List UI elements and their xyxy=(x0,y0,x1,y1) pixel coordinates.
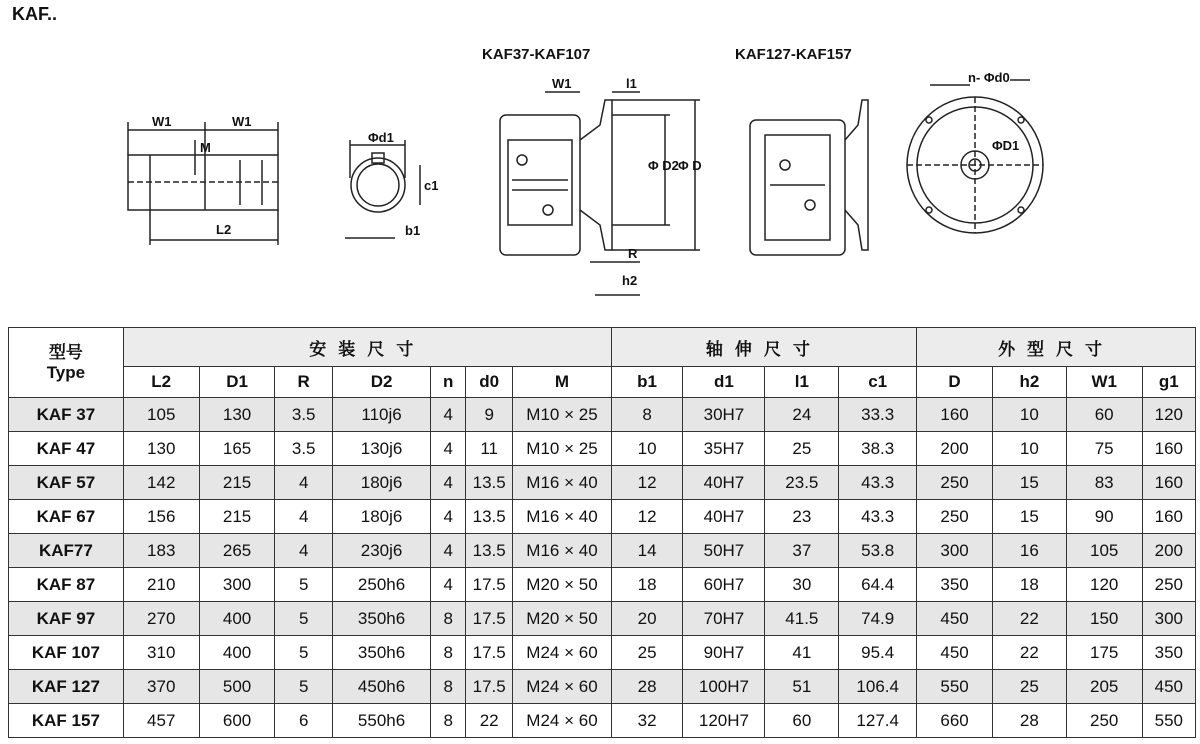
column-header: b1 xyxy=(611,367,683,398)
type-cell: KAF 87 xyxy=(9,568,124,602)
gearbox-large-view xyxy=(750,100,868,255)
value-cell: 13.5 xyxy=(466,500,513,534)
value-cell: 17.5 xyxy=(466,636,513,670)
dim-w1-b: W1 xyxy=(232,114,252,129)
column-header: D xyxy=(917,367,993,398)
column-header: D2 xyxy=(332,367,430,398)
value-cell: M24 × 60 xyxy=(513,636,611,670)
value-cell: 90 xyxy=(1066,500,1142,534)
value-cell: 120H7 xyxy=(683,704,765,738)
value-cell: 90H7 xyxy=(683,636,765,670)
value-cell: 10 xyxy=(611,432,683,466)
value-cell: 130 xyxy=(123,432,199,466)
value-cell: 215 xyxy=(199,500,275,534)
gearbox-small-view xyxy=(500,92,700,295)
value-cell: 8 xyxy=(431,636,466,670)
value-cell: M24 × 60 xyxy=(513,670,611,704)
value-cell: 4 xyxy=(431,398,466,432)
value-cell: 37 xyxy=(765,534,839,568)
column-header: c1 xyxy=(839,367,917,398)
value-cell: 41.5 xyxy=(765,602,839,636)
value-cell: 457 xyxy=(123,704,199,738)
dim-n-d0: n- Φd0 xyxy=(968,70,1010,85)
value-cell: 23.5 xyxy=(765,466,839,500)
value-cell: 83 xyxy=(1066,466,1142,500)
value-cell: 160 xyxy=(1142,432,1195,466)
value-cell: 30 xyxy=(765,568,839,602)
value-cell: 5 xyxy=(275,568,332,602)
dim-c1: c1 xyxy=(424,178,439,193)
value-cell: 175 xyxy=(1066,636,1142,670)
type-cell: KAF77 xyxy=(9,534,124,568)
label-large-series: KAF127-KAF157 xyxy=(735,46,852,63)
value-cell: 150 xyxy=(1066,602,1142,636)
value-cell: 15 xyxy=(992,500,1066,534)
value-cell: 18 xyxy=(611,568,683,602)
value-cell: 120 xyxy=(1142,398,1195,432)
value-cell: 25 xyxy=(611,636,683,670)
value-cell: 250 xyxy=(1142,568,1195,602)
dim-d1: Φd1 xyxy=(368,130,394,145)
flange-front-view xyxy=(907,80,1043,233)
dim-b1: b1 xyxy=(405,223,421,238)
value-cell: M16 × 40 xyxy=(513,500,611,534)
value-cell: 50H7 xyxy=(683,534,765,568)
column-header: W1 xyxy=(1066,367,1142,398)
column-header: L2 xyxy=(123,367,199,398)
dim-r: R xyxy=(628,246,638,261)
value-cell: 550 xyxy=(1142,704,1195,738)
value-cell: 400 xyxy=(199,602,275,636)
value-cell: 8 xyxy=(611,398,683,432)
value-cell: 41 xyxy=(765,636,839,670)
value-cell: 8 xyxy=(431,670,466,704)
column-header: D1 xyxy=(199,367,275,398)
value-cell: 22 xyxy=(466,704,513,738)
value-cell: 24 xyxy=(765,398,839,432)
value-cell: 70H7 xyxy=(683,602,765,636)
value-cell: 28 xyxy=(611,670,683,704)
value-cell: 250 xyxy=(917,500,993,534)
value-cell: 210 xyxy=(123,568,199,602)
value-cell: 230j6 xyxy=(332,534,430,568)
value-cell: 160 xyxy=(1142,466,1195,500)
group-outline: 外型尺寸 xyxy=(917,328,1196,367)
value-cell: 28 xyxy=(992,704,1066,738)
value-cell: 550 xyxy=(917,670,993,704)
type-cell: KAF 107 xyxy=(9,636,124,670)
value-cell: 142 xyxy=(123,466,199,500)
value-cell: 120 xyxy=(1066,568,1142,602)
type-cell: KAF 127 xyxy=(9,670,124,704)
value-cell: 43.3 xyxy=(839,466,917,500)
column-header: M xyxy=(513,367,611,398)
value-cell: 10 xyxy=(992,432,1066,466)
dim-w1-a: W1 xyxy=(152,114,172,129)
page-title: KAF.. xyxy=(12,4,57,24)
value-cell: 53.8 xyxy=(839,534,917,568)
value-cell: M20 × 50 xyxy=(513,602,611,636)
value-cell: M10 × 25 xyxy=(513,398,611,432)
column-header: d0 xyxy=(466,367,513,398)
value-cell: 5 xyxy=(275,602,332,636)
dim-m: M xyxy=(200,140,211,155)
column-header: n xyxy=(431,367,466,398)
value-cell: 300 xyxy=(1142,602,1195,636)
group-install: 安装尺寸 xyxy=(123,328,611,367)
table-row xyxy=(9,636,1196,670)
value-cell: 14 xyxy=(611,534,683,568)
value-cell: 4 xyxy=(431,466,466,500)
dim-h2: h2 xyxy=(622,273,638,288)
value-cell: 270 xyxy=(123,602,199,636)
value-cell: 450 xyxy=(917,602,993,636)
value-cell: 23 xyxy=(765,500,839,534)
value-cell: 127.4 xyxy=(839,704,917,738)
value-cell: 400 xyxy=(199,636,275,670)
value-cell: 13.5 xyxy=(466,466,513,500)
label-small-series: KAF37-KAF107 xyxy=(482,46,591,63)
table-row xyxy=(9,568,1196,602)
value-cell: 300 xyxy=(199,568,275,602)
value-cell: 160 xyxy=(1142,500,1195,534)
value-cell: 40H7 xyxy=(683,466,765,500)
value-cell: 500 xyxy=(199,670,275,704)
type-cell: KAF 37 xyxy=(9,398,124,432)
value-cell: 15 xyxy=(992,466,1066,500)
value-cell: 35H7 xyxy=(683,432,765,466)
column-header: g1 xyxy=(1142,367,1195,398)
value-cell: 60H7 xyxy=(683,568,765,602)
value-cell: 33.3 xyxy=(839,398,917,432)
value-cell: 215 xyxy=(199,466,275,500)
value-cell: 5 xyxy=(275,636,332,670)
value-cell: 350h6 xyxy=(332,602,430,636)
value-cell: 25 xyxy=(765,432,839,466)
value-cell: 95.4 xyxy=(839,636,917,670)
value-cell: 38.3 xyxy=(839,432,917,466)
value-cell: 105 xyxy=(123,398,199,432)
type-cell: KAF 57 xyxy=(9,466,124,500)
value-cell: 205 xyxy=(1066,670,1142,704)
value-cell: 12 xyxy=(611,466,683,500)
dim-d2: Φ D2 xyxy=(648,158,679,173)
value-cell: 350 xyxy=(1142,636,1195,670)
dim-d1-flange: ΦD1 xyxy=(992,138,1020,153)
value-cell: 20 xyxy=(611,602,683,636)
value-cell: 4 xyxy=(275,466,332,500)
dim-d: Φ D xyxy=(678,158,702,173)
value-cell: 9 xyxy=(466,398,513,432)
value-cell: 250 xyxy=(1066,704,1142,738)
type-header-cn: 型号 xyxy=(48,342,83,362)
value-cell: 3.5 xyxy=(275,398,332,432)
value-cell: 130j6 xyxy=(332,432,430,466)
value-cell: 105 xyxy=(1066,534,1142,568)
value-cell: 100H7 xyxy=(683,670,765,704)
value-cell: 350 xyxy=(917,568,993,602)
value-cell: M16 × 40 xyxy=(513,466,611,500)
column-header: R xyxy=(275,367,332,398)
value-cell: 10 xyxy=(992,398,1066,432)
type-cell: KAF 47 xyxy=(9,432,124,466)
value-cell: M16 × 40 xyxy=(513,534,611,568)
value-cell: 4 xyxy=(431,500,466,534)
table-row xyxy=(9,398,1196,432)
value-cell: 17.5 xyxy=(466,670,513,704)
value-cell: 160 xyxy=(917,398,993,432)
value-cell: 550h6 xyxy=(332,704,430,738)
table-row xyxy=(9,602,1196,636)
dim-l1: l1 xyxy=(626,76,637,91)
technical-drawing xyxy=(0,0,1200,320)
dimension-table xyxy=(8,327,1196,738)
value-cell: 8 xyxy=(431,704,466,738)
type-cell: KAF 157 xyxy=(9,704,124,738)
value-cell: 106.4 xyxy=(839,670,917,704)
table-row xyxy=(9,704,1196,738)
value-cell: 8 xyxy=(431,602,466,636)
value-cell: 4 xyxy=(275,534,332,568)
value-cell: 60 xyxy=(765,704,839,738)
value-cell: 156 xyxy=(123,500,199,534)
value-cell: 25 xyxy=(992,670,1066,704)
value-cell: 32 xyxy=(611,704,683,738)
table-row xyxy=(9,670,1196,704)
value-cell: 4 xyxy=(431,568,466,602)
value-cell: 250 xyxy=(917,466,993,500)
value-cell: 450h6 xyxy=(332,670,430,704)
value-cell: 12 xyxy=(611,500,683,534)
value-cell: 370 xyxy=(123,670,199,704)
value-cell: 250h6 xyxy=(332,568,430,602)
value-cell: 30H7 xyxy=(683,398,765,432)
value-cell: 64.4 xyxy=(839,568,917,602)
value-cell: 200 xyxy=(1142,534,1195,568)
column-header: l1 xyxy=(765,367,839,398)
value-cell: 4 xyxy=(431,432,466,466)
value-cell: M10 × 25 xyxy=(513,432,611,466)
value-cell: 5 xyxy=(275,670,332,704)
type-cell: KAF 97 xyxy=(9,602,124,636)
value-cell: 51 xyxy=(765,670,839,704)
value-cell: 600 xyxy=(199,704,275,738)
value-cell: 200 xyxy=(917,432,993,466)
value-cell: 43.3 xyxy=(839,500,917,534)
group-shaft: 轴伸尺寸 xyxy=(611,328,916,367)
table-row xyxy=(9,500,1196,534)
value-cell: 180j6 xyxy=(332,500,430,534)
value-cell: 310 xyxy=(123,636,199,670)
value-cell: 13.5 xyxy=(466,534,513,568)
value-cell: 11 xyxy=(466,432,513,466)
value-cell: 18 xyxy=(992,568,1066,602)
value-cell: 180j6 xyxy=(332,466,430,500)
value-cell: 660 xyxy=(917,704,993,738)
value-cell: 450 xyxy=(917,636,993,670)
table-row xyxy=(9,466,1196,500)
value-cell: 265 xyxy=(199,534,275,568)
type-header xyxy=(9,328,124,398)
value-cell: M24 × 60 xyxy=(513,704,611,738)
value-cell: 3.5 xyxy=(275,432,332,466)
value-cell: 75 xyxy=(1066,432,1142,466)
type-cell: KAF 67 xyxy=(9,500,124,534)
value-cell: 130 xyxy=(199,398,275,432)
value-cell: 300 xyxy=(917,534,993,568)
value-cell: 22 xyxy=(992,636,1066,670)
value-cell: 16 xyxy=(992,534,1066,568)
value-cell: 22 xyxy=(992,602,1066,636)
table-row xyxy=(9,432,1196,466)
value-cell: M20 × 50 xyxy=(513,568,611,602)
value-cell: 4 xyxy=(275,500,332,534)
type-header-en: Type xyxy=(46,362,86,382)
dim-w1-c: W1 xyxy=(552,76,572,91)
value-cell: 183 xyxy=(123,534,199,568)
value-cell: 110j6 xyxy=(332,398,430,432)
value-cell: 165 xyxy=(199,432,275,466)
value-cell: 60 xyxy=(1066,398,1142,432)
dim-l2: L2 xyxy=(216,222,232,237)
value-cell: 4 xyxy=(431,534,466,568)
value-cell: 350h6 xyxy=(332,636,430,670)
value-cell: 450 xyxy=(1142,670,1195,704)
value-cell: 17.5 xyxy=(466,568,513,602)
value-cell: 6 xyxy=(275,704,332,738)
value-cell: 17.5 xyxy=(466,602,513,636)
column-header: h2 xyxy=(992,367,1066,398)
value-cell: 74.9 xyxy=(839,602,917,636)
table-row xyxy=(9,534,1196,568)
value-cell: 40H7 xyxy=(683,500,765,534)
column-header: d1 xyxy=(683,367,765,398)
